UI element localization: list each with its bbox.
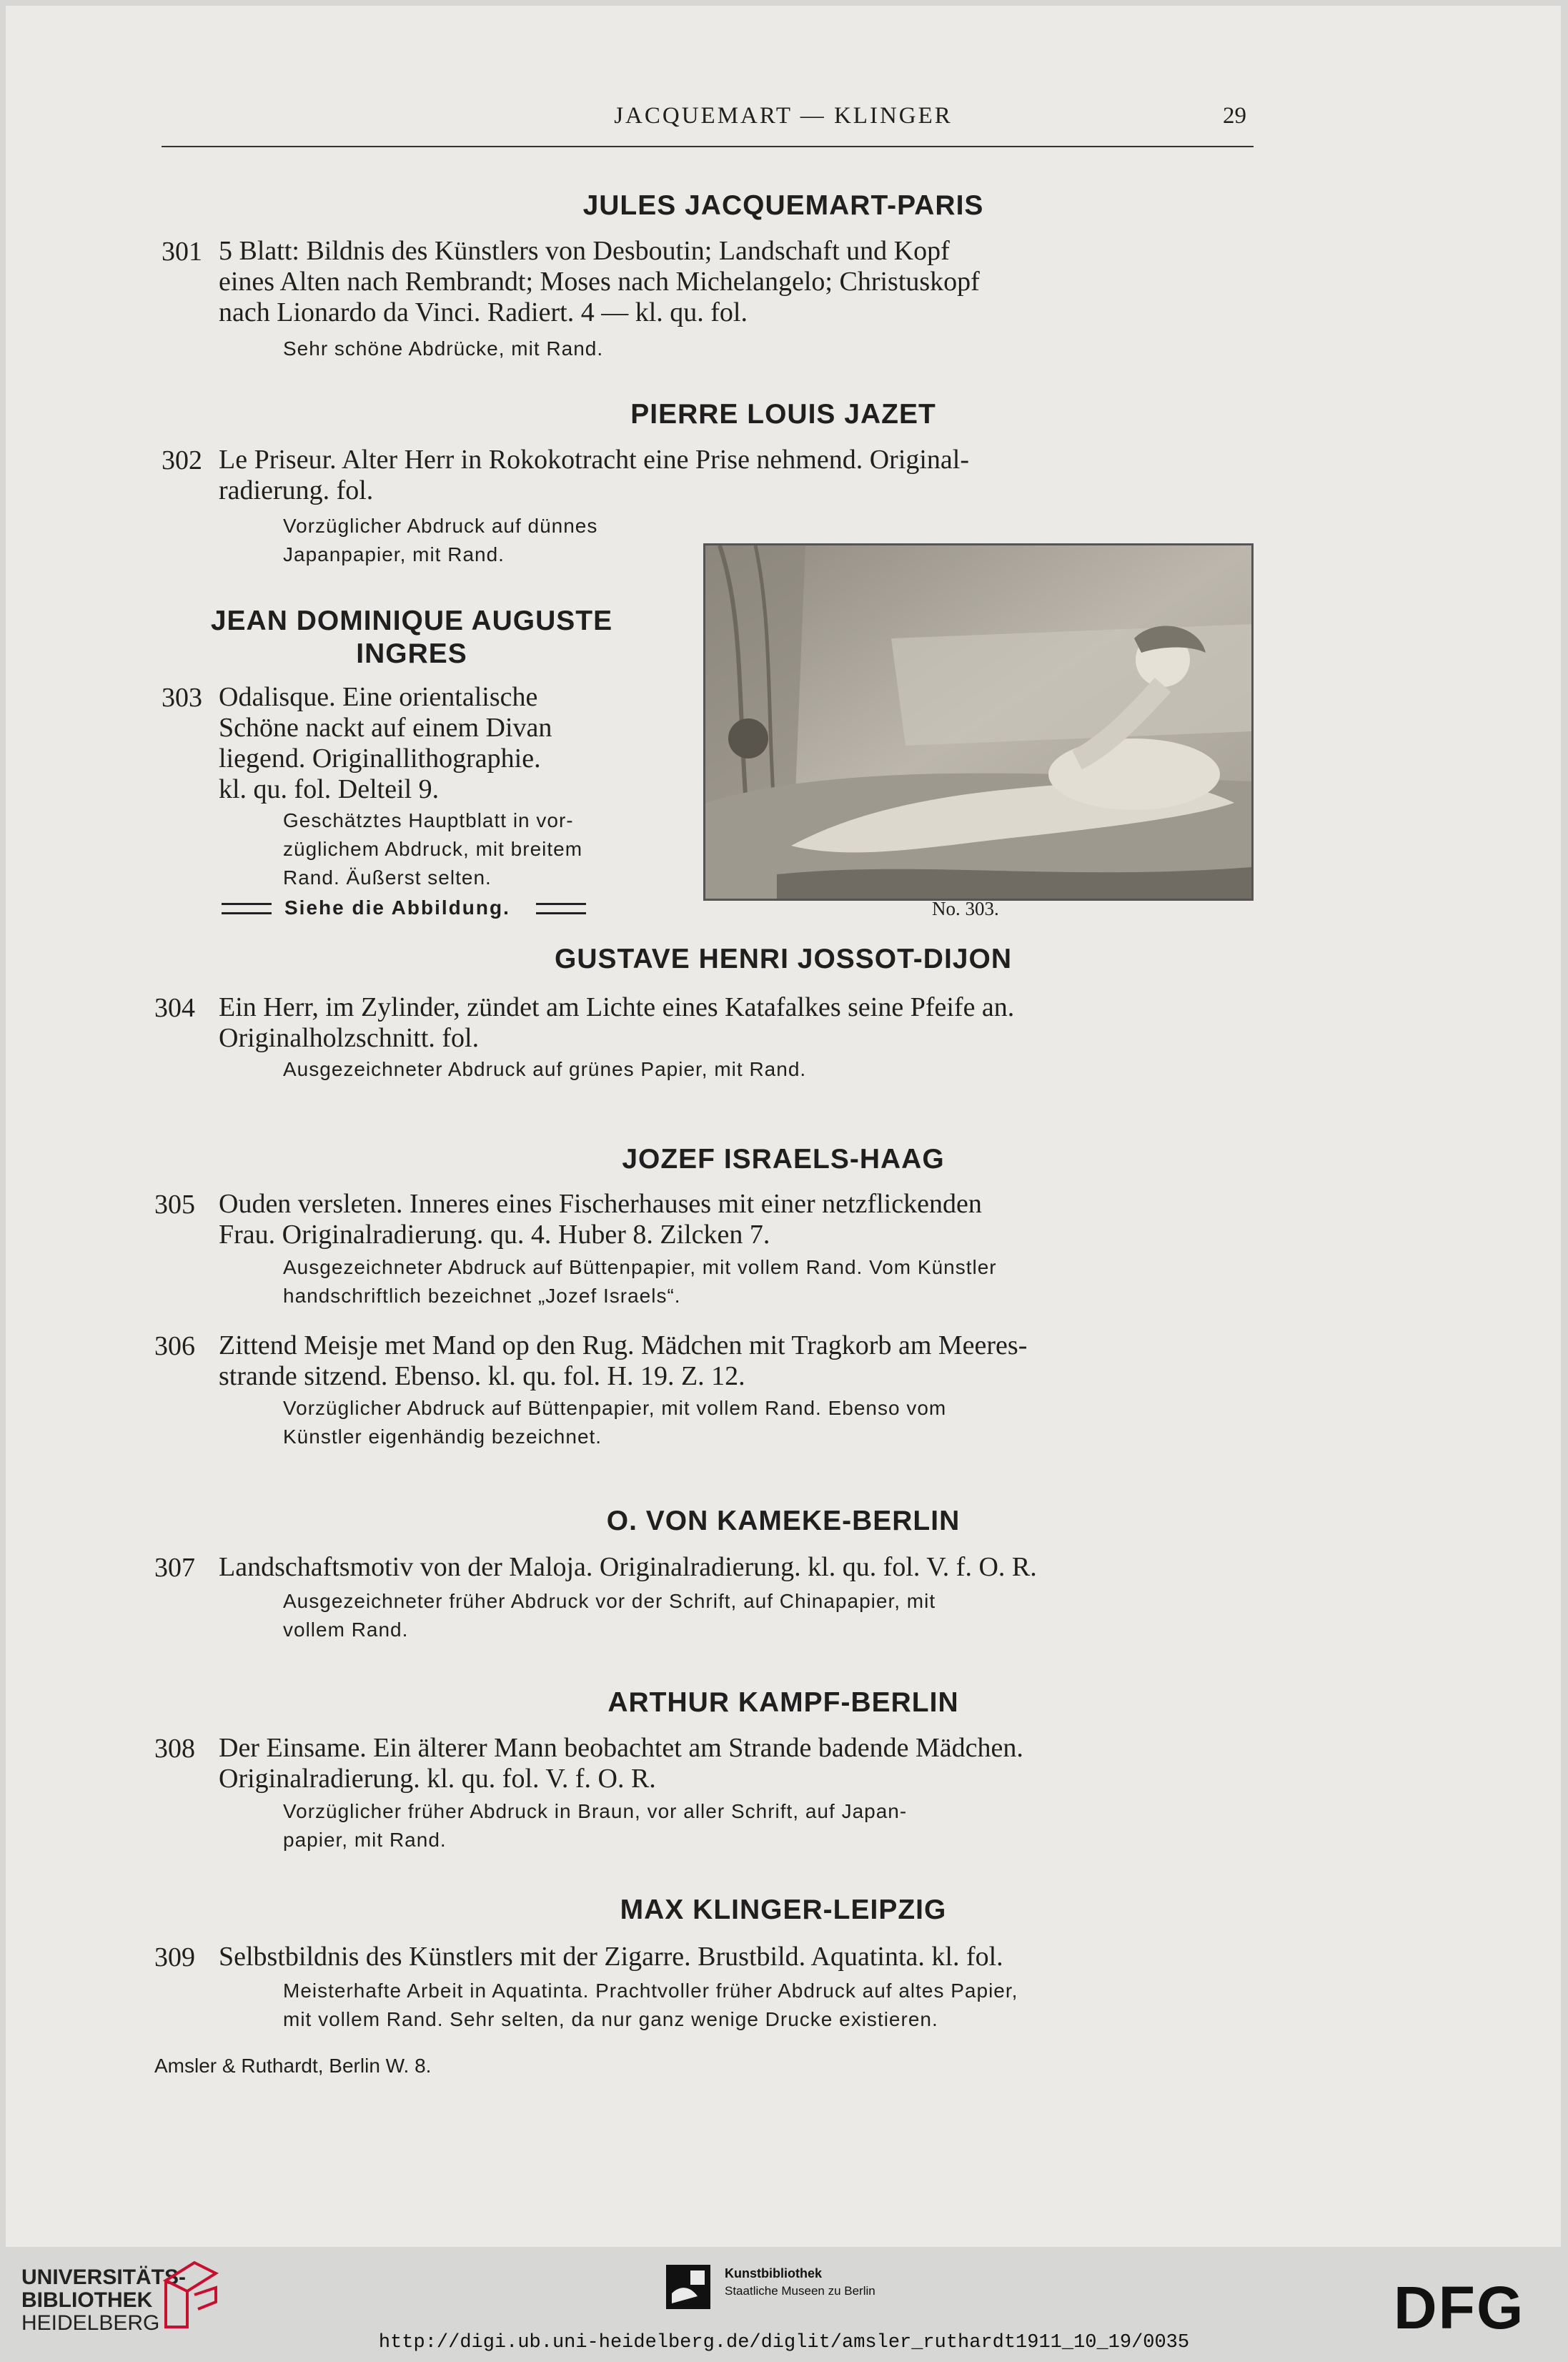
lot-306-description: Zittend Meisje met Mand op den Rug. Mädchen mit Tragkorb am Meeres- strande sitzend. Ebenso. kl. qu. fol. H. 19. Z. 12. [219, 1330, 1028, 1391]
kunstbibliothek-text: Kunstbibliothek Staatliche Museen zu Berlin [725, 2266, 875, 2298]
lot-309-description: Selbstbildnis des Künstlers mit der Zigarre. Brustbild. Aquatinta. kl. fol. [219, 1942, 1003, 1972]
lot-number-308: 308 [154, 1734, 195, 1764]
ubh-logo-text: UNIVERSITÄTS- BIBLIOTHEK HEIDELBERG [21, 2265, 187, 2335]
lot-304-description: Ein Herr, im Zylinder, zündet am Lichte eines Katafalkes seine Pfeife an. Originalholzschnitt. fol. [219, 992, 1015, 1053]
lot-308-description: Der Einsame. Ein älterer Mann beobachtet am Strande badende Mädchen. Originalradierung. kl. qu. fol. V. f. O. R. [219, 1733, 1023, 1794]
catalog-page [6, 6, 1561, 2247]
page-number: 29 [1223, 103, 1246, 129]
lot-304-note: Ausgezeichneter Abdruck auf grünes Papier, mit Rand. [283, 1058, 807, 1080]
lot-302-description: Le Priseur. Alter Herr in Rokokotracht eine Prise nehmend. Original- radierung. fol. [219, 445, 970, 505]
ubh-logo-icon [159, 2259, 223, 2331]
lot-303-note: Geschätztes Hauptblatt in vor- züglichem Abdruck, mit breitem Rand. Äußerst selten. [283, 809, 583, 889]
header-rule [162, 146, 1254, 147]
artist-heading-jacquemart: JULES JACQUEMART-PARIS [582, 190, 984, 221]
see-figure-note: Siehe die Abbildung. [284, 896, 510, 919]
lot-number-304: 304 [154, 993, 195, 1023]
odalisque-image [705, 545, 1251, 899]
artist-heading-klinger: MAX KLINGER-LEIPZIG [620, 1894, 947, 1925]
artist-heading-kampf: ARTHUR KAMPF-BERLIN [607, 1687, 959, 1718]
lot-303-description: Odalisque. Eine orientalische Schöne nackt auf einem Divan liegend. Originallithographie. kl. qu. fol. Delteil 9. [219, 682, 552, 804]
artist-heading-israels: JOZEF ISRAELS-HAAG [622, 1144, 945, 1175]
lot-309-note: Meisterhafte Arbeit in Aquatinta. Prachtvoller früher Abdruck auf altes Papier, mit vollem Rand. Sehr selten, da nur ganz wenige Drucke existieren. [283, 1980, 1018, 2030]
dfg-logo: DFG [1394, 2274, 1525, 2341]
lot-306-note: Vorzüglicher Abdruck auf Büttenpapier, mit vollem Rand. Ebenso vom Künstler eigenhändig bezeichnet. [283, 1397, 947, 1448]
double-rule-right [536, 903, 586, 914]
printer-imprint: Amsler & Ruthardt, Berlin W. 8. [154, 2055, 432, 2077]
lot-305-description: Ouden versleten. Inneres eines Fischerhauses mit einer netzflickenden Frau. Originalradierung. qu. 4. Huber 8. Zilcken 7. [219, 1189, 982, 1250]
artist-heading-kameke: O. VON KAMEKE-BERLIN [606, 1506, 961, 1536]
lot-number-307: 307 [154, 1553, 195, 1583]
lot-number-306: 306 [154, 1331, 195, 1361]
figure-caption: No. 303. [932, 898, 999, 919]
permalink-url[interactable]: http://digi.ub.uni-heidelberg.de/diglit/amsler_ruthardt1911_10_19/0035 [378, 2332, 1190, 2353]
artist-heading-ingres: JEAN DOMINIQUE AUGUSTE INGRES [210, 606, 613, 669]
kunstbibliothek-logo-icon [666, 2265, 710, 2309]
lot-308-note: Vorzüglicher früher Abdruck in Braun, vor aller Schrift, auf Japan- papier, mit Rand. [283, 1800, 908, 1851]
lot-307-note: Ausgezeichneter früher Abdruck vor der Schrift, auf Chinapapier, mit vollem Rand. [283, 1590, 936, 1641]
lot-number-305: 305 [154, 1190, 195, 1220]
odalisque-illustration [703, 543, 1254, 901]
double-rule-left [222, 903, 272, 914]
running-head: JACQUEMART — KLINGER [614, 103, 953, 129]
lot-number-309: 309 [154, 1942, 195, 1972]
lot-307-description: Landschaftsmotiv von der Maloja. Originalradierung. kl. qu. fol. V. f. O. R. [219, 1552, 1037, 1582]
artist-heading-jossot: GUSTAVE HENRI JOSSOT-DIJON [555, 944, 1012, 974]
lot-301-description: 5 Blatt: Bildnis des Künstlers von Desboutin; Landschaft und Kopf eines Alten nach Rembrandt; Moses nach Michelangelo; Christuskopf nach Lionardo da Vinci. Radiert. 4 — kl. qu. fol. [219, 236, 980, 327]
lot-number-301: 301 [162, 237, 202, 267]
artist-heading-jazet: PIERRE LOUIS JAZET [630, 399, 936, 430]
lot-302-note: Vorzüglicher Abdruck auf dünnes Japanpapier, mit Rand. [283, 515, 598, 565]
lot-301-note: Sehr schöne Abdrücke, mit Rand. [283, 337, 604, 360]
lot-number-303: 303 [162, 683, 202, 713]
lot-305-note: Ausgezeichneter Abdruck auf Büttenpapier, mit vollem Rand. Vom Künstler handschriftlich bezeichnet „Jozef Israels“. [283, 1256, 997, 1307]
lot-number-302: 302 [162, 445, 202, 475]
